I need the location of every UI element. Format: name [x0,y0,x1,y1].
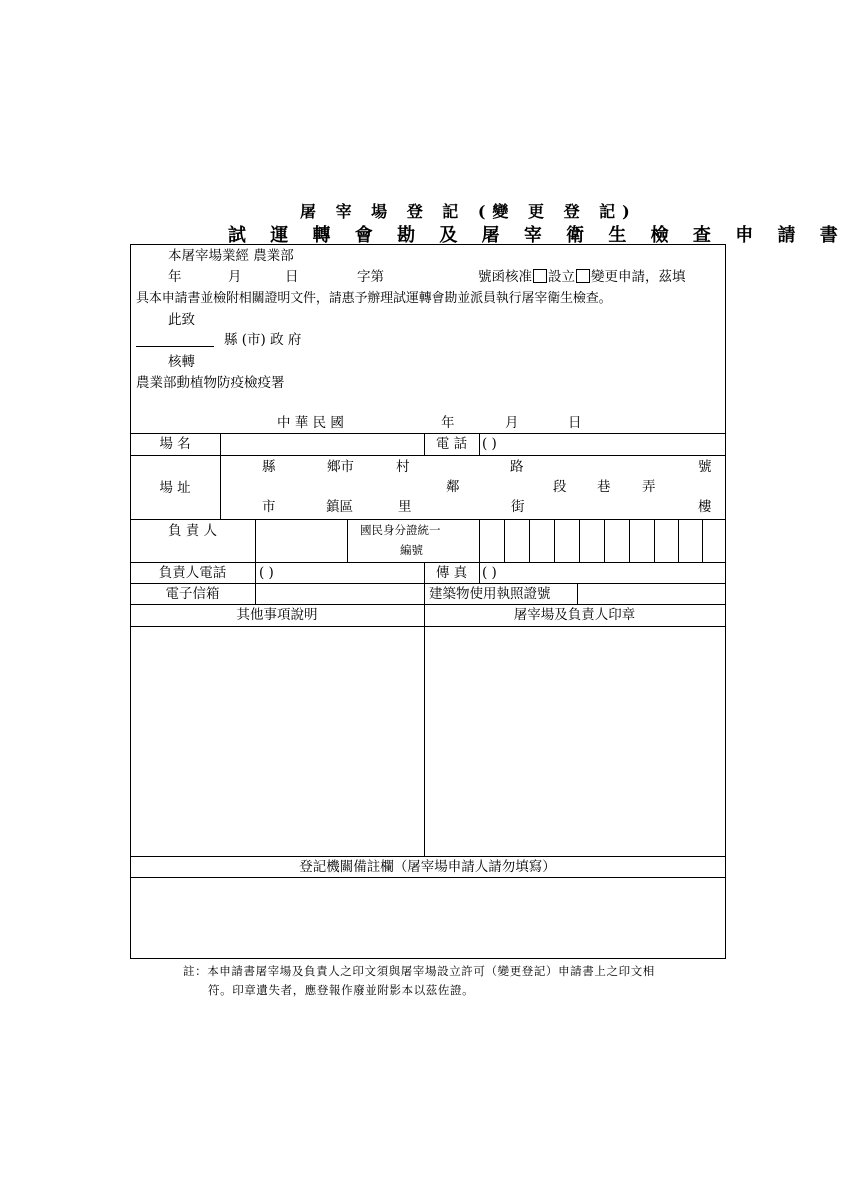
id-label-1: 國民身分證統一 [360,523,441,537]
establish-checkbox[interactable] [533,269,547,283]
license-field[interactable] [579,585,724,603]
addr-nong: 弄 [642,479,656,495]
id-label-2: 編號 [400,543,423,557]
table-bottom-border [130,958,726,959]
addr-hao: 號 [698,459,712,475]
letter-year: 年 [168,269,182,285]
letter-month: 月 [228,269,242,285]
license-label: 建築物使用執照證號 [429,586,551,602]
addr-shi: 市 [262,499,276,515]
remarks-field[interactable] [132,879,724,956]
addr-lin: 鄰 [446,479,460,495]
seal-area[interactable] [426,628,724,854]
phone-label: 電 話 [435,436,468,452]
email-field[interactable] [257,585,422,603]
letter-date-month: 月 [505,415,519,431]
change-checkbox[interactable] [576,269,590,283]
addr-jie: 街 [511,499,525,515]
letter-agency: 農業部動植物防疫檢疫署 [136,375,285,391]
letter-date-prefix: 中 華 民 國 [277,415,344,431]
label-col-divider-2 [255,519,256,604]
addr-cun: 村 [396,459,410,475]
responsible-label: 負 責 人 [167,523,218,539]
fax-field[interactable]: ( ) [482,565,497,581]
responsible-field[interactable] [257,521,345,560]
row-line-responsible-top [130,519,726,520]
change-label: 變更申請，茲填 [591,269,686,285]
addr-zhenqu: 鎮區 [326,499,353,515]
county-blank-line [136,346,214,347]
letter-day: 日 [285,269,299,285]
addr-xian: 縣 [262,459,276,475]
letter-line3: 具本申請書並檢附相關證明文件，請惠予辦理試運轉會勘並派員執行屠宰衛生檢查。 [136,291,612,306]
letter-county-govt: 縣 (市) 政 府 [224,332,302,348]
fax-label: 傳 真 [435,565,468,581]
address-field[interactable] [222,457,724,517]
row-line-email-top [130,583,726,584]
phone-field[interactable]: ( ) [482,436,497,452]
note-line2: 符。印章遺失者，應登報作廢並附影本以茲佐證。 [208,983,475,997]
letter-zi-di: 字第 [357,269,384,285]
email-label: 電子信箱 [165,586,220,602]
addr-xiang: 巷 [597,479,611,495]
form-title-line1: 屠 宰 場 登 記 (變 更 登 記) [300,202,637,221]
other-label: 其他事項說明 [236,607,318,623]
other-notes-field[interactable] [132,628,422,854]
name-field[interactable] [222,435,422,453]
approval-text: 號函核准 [478,269,532,285]
id-number-field[interactable] [481,521,724,560]
row-line-remarks-top [130,856,726,857]
table-right-border [725,244,726,958]
letter-date-year: 年 [441,415,455,431]
remarks-label: 登記機關備註欄（屠宰場申請人請勿填寫） [299,859,556,875]
name-label: 場 名 [159,436,191,452]
row-line-other-body-top [130,626,726,627]
label-col-divider-1 [220,433,221,519]
responsible-phone-label: 負責人電話 [158,565,227,581]
letter-date-day: 日 [568,415,582,431]
responsible-phone-field[interactable]: ( ) [259,565,274,581]
addr-lu: 路 [510,459,524,475]
letter-line1: 本屠宰場業經 農業部 [168,248,294,264]
form-title-line2: 試 運 轉 會 勘 及 屠 宰 衛 生 檢 查 申 請 書 [228,225,847,246]
establish-label: 設立 [548,269,575,285]
note-line1: 註：本申請書屠宰場及負責人之印文須與屠宰場設立許可（變更登記）申請書上之印文相 [183,964,655,978]
row-line-other-top [130,604,726,605]
addr-li: 里 [398,499,412,515]
address-label: 場 址 [159,480,191,496]
table-top-border [130,244,726,245]
letter-ci-zhi: 此致 [168,312,195,328]
seal-label: 屠宰場及負責人印章 [513,607,636,623]
other-seal-divider [424,604,425,856]
addr-duan: 段 [553,479,567,495]
letter-approval-line [478,269,686,285]
letter-he-zhuan: 核轉 [168,354,195,370]
row-line-remarks-body-top [130,877,726,878]
addr-lou: 樓 [698,499,712,515]
addr-xiangshi: 鄉市 [327,459,354,475]
row-line-phone-top [130,562,726,563]
